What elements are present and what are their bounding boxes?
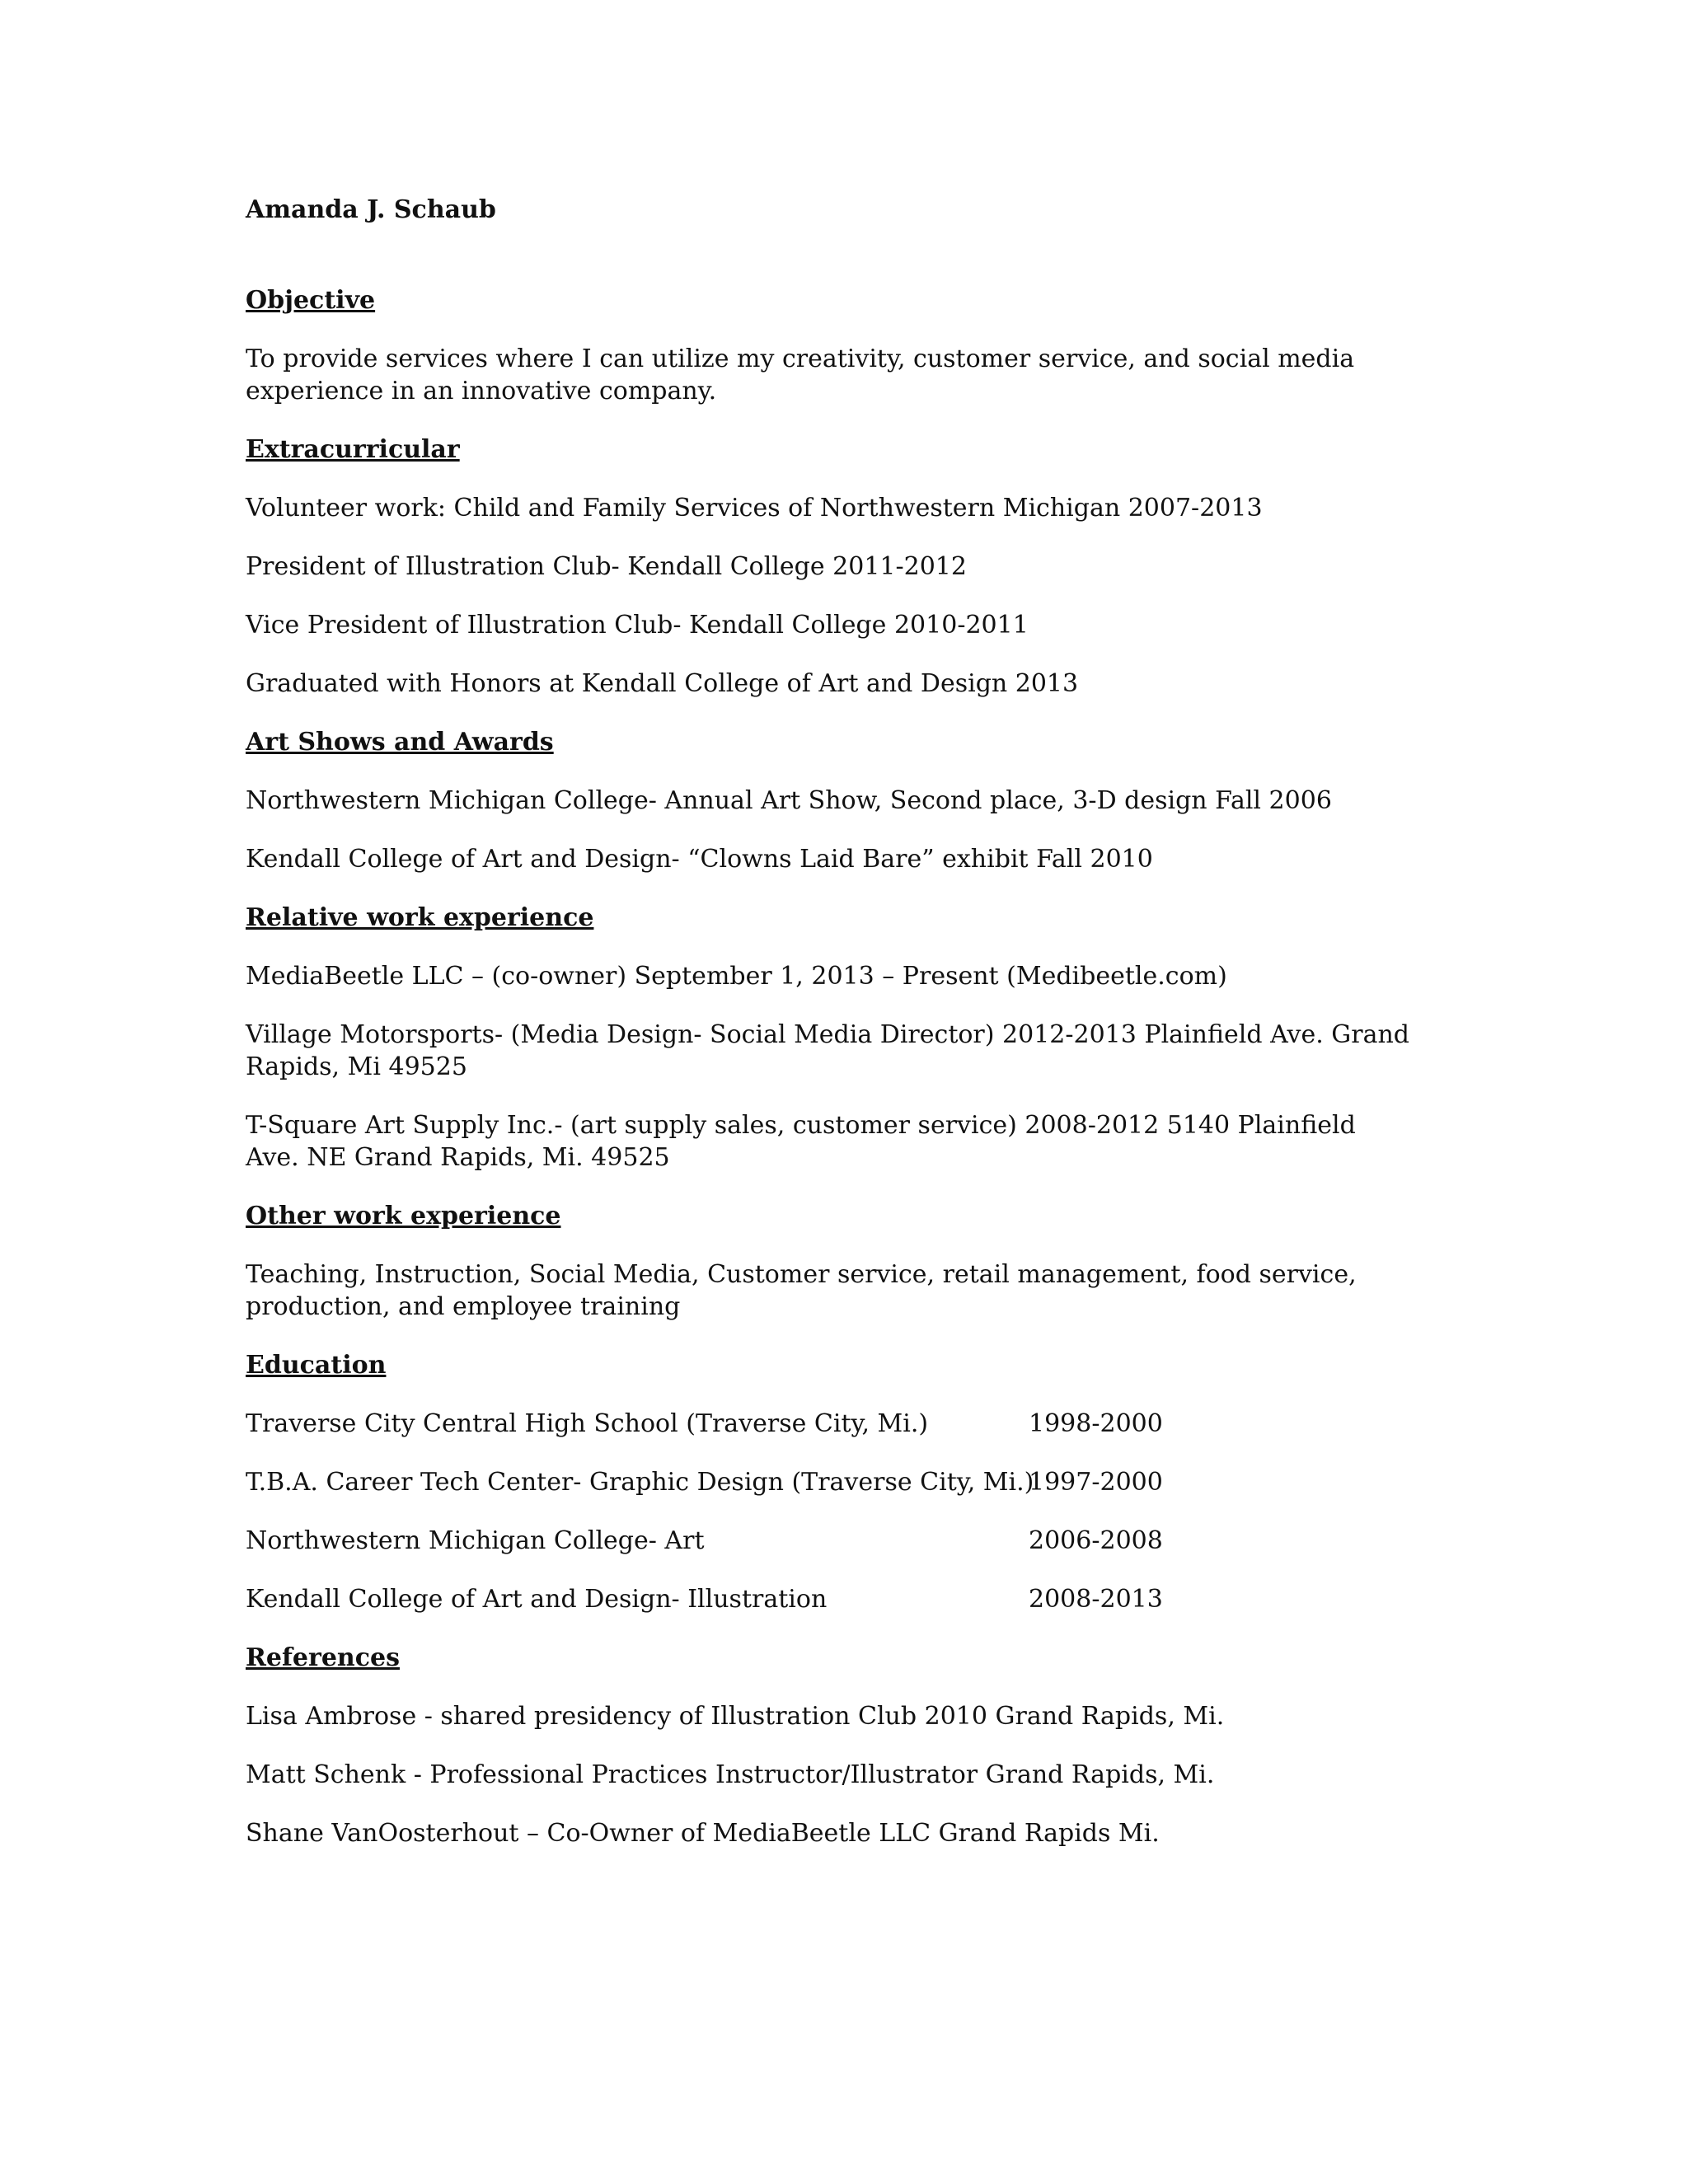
relative-work-heading: Relative work experience: [246, 903, 594, 932]
education-school: Kendall College of Art and Design- Illustration: [246, 1585, 828, 1614]
relative-work-item: MediaBeetle LLC – (co-owner) September 1, 2013 – Present (Medibeetle.com): [246, 962, 1227, 991]
reference-item: Lisa Ambrose - shared presidency of Illustration Club 2010 Grand Rapids, Mi.: [246, 1702, 1225, 1731]
extracurricular-item: Vice President of Illustration Club- Kendall College 2010-2011: [246, 611, 1029, 640]
relative-work-item: T-Square Art Supply Inc.- (art supply sales, customer service) 2008-2012 5140 Plainfield Ave. NE Grand Rapids, Mi. 49525: [246, 1111, 1356, 1172]
education-years: 2006-2008: [1029, 1526, 1163, 1555]
extracurricular-item: President of Illustration Club- Kendall College 2011-2012: [246, 552, 967, 581]
resume-content: [246, 194, 1416, 1876]
objective-heading: Objective: [246, 286, 376, 315]
education-years: 1997-2000: [1029, 1468, 1163, 1497]
education-heading: Education: [246, 1351, 387, 1380]
art-show-item: Kendall College of Art and Design- “Clowns Laid Bare” exhibit Fall 2010: [246, 845, 1153, 874]
relative-work-item: Village Motorsports- (Media Design- Social Media Director) 2012-2013 Plainfield Ave. Grand Rapids, Mi 49525: [246, 1020, 1410, 1081]
other-work-heading: Other work experience: [246, 1202, 561, 1230]
education-school: Northwestern Michigan College- Art: [246, 1526, 705, 1555]
education-row: [246, 1525, 1416, 1557]
reference-item: Shane VanOosterhout – Co-Owner of MediaBeetle LLC Grand Rapids Mi.: [246, 1819, 1160, 1848]
extracurricular-heading: Extracurricular: [246, 435, 460, 464]
education-row: [246, 1583, 1416, 1615]
reference-item: Matt Schenk - Professional Practices Instructor/Illustrator Grand Rapids, Mi.: [246, 1760, 1215, 1789]
education-school: Traverse City Central High School (Traverse City, Mi.): [246, 1409, 929, 1438]
education-row: [246, 1408, 1416, 1440]
art-shows-heading: Art Shows and Awards: [246, 728, 554, 757]
references-heading: References: [246, 1643, 400, 1672]
objective-text: To provide services where I can utilize my creativity, customer service, and social media experience in an innovative company.: [246, 344, 1355, 405]
education-school: T.B.A. Career Tech Center- Graphic Design (Traverse City, Mi.): [246, 1468, 1034, 1497]
education-years: 2008-2013: [1029, 1585, 1163, 1614]
extracurricular-item: Volunteer work: Child and Family Services of Northwestern Michigan 2007-2013: [246, 494, 1263, 523]
other-work-text: Teaching, Instruction, Social Media, Customer service, retail management, food service, production, and employee training: [246, 1260, 1357, 1321]
applicant-name: Amanda J. Schaub: [246, 195, 496, 224]
art-show-item: Northwestern Michigan College- Annual Art Show, Second place, 3-D design Fall 2006: [246, 786, 1332, 815]
education-row: [246, 1466, 1416, 1498]
education-years: 1998-2000: [1029, 1409, 1163, 1438]
extracurricular-item: Graduated with Honors at Kendall College of Art and Design 2013: [246, 669, 1079, 698]
